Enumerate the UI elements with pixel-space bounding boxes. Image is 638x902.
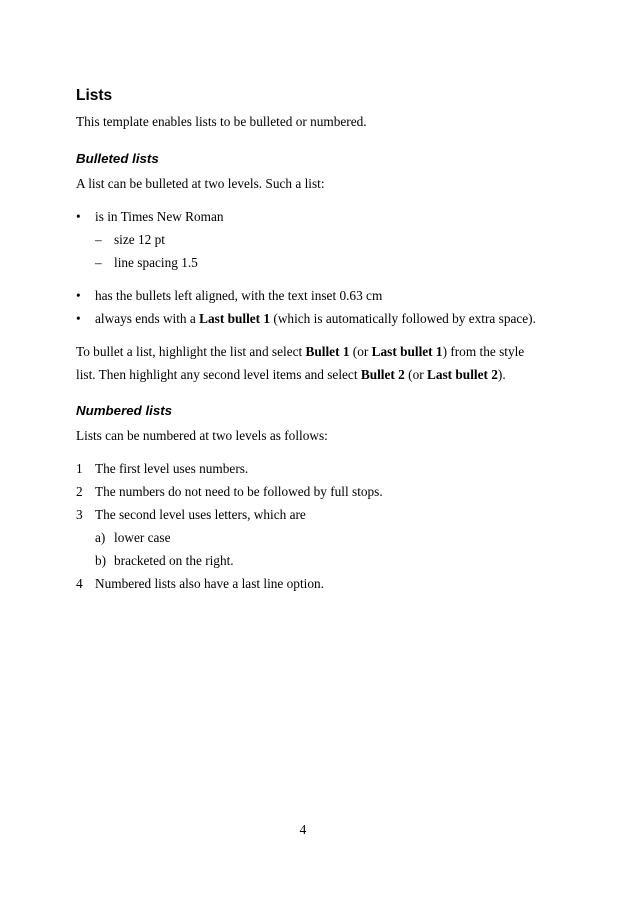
list-number: 4: [76, 576, 83, 591]
sub-bullet-item-text: line spacing 1.5: [114, 255, 198, 270]
instructions-paragraph-line-2: list. Then highlight any second level items and select Bullet 2 (or Last bullet 2).: [76, 367, 506, 382]
instructions-paragraph-line-1: To bullet a list, highlight the list and select Bullet 1 (or Last bullet 1) from the style: [76, 344, 525, 359]
numbered-item-text: The numbers do not need to be followed by full stops.: [95, 484, 383, 499]
bullet-icon: •: [76, 311, 81, 326]
lettered-item-text: lower case: [114, 530, 171, 545]
subheading-bulleted-lists: Bulleted lists: [76, 151, 159, 166]
numbered-item-text: The second level uses letters, which are: [95, 507, 306, 522]
list-letter: b): [95, 553, 107, 568]
bulleted-intro-paragraph: A list can be bulleted at two levels. Such a list:: [76, 176, 325, 191]
page-number: 4: [299, 822, 307, 837]
list-number: 1: [76, 461, 83, 476]
bullet-icon: •: [76, 209, 81, 224]
bullet-item: [76, 209, 81, 225]
bullet-icon: •: [76, 288, 81, 303]
dash-icon: –: [95, 232, 102, 247]
list-letter: a): [95, 530, 106, 545]
list-number: 3: [76, 507, 83, 522]
intro-paragraph: This template enables lists to be bulleted or numbered.: [76, 114, 367, 129]
numbered-item-text: Numbered lists also have a last line option.: [95, 576, 324, 591]
bullet-item-text: is in Times New Roman: [95, 209, 224, 224]
section-heading: Lists: [76, 87, 113, 104]
list-number: 2: [76, 484, 83, 499]
lettered-item-text: bracketed on the right.: [114, 553, 234, 568]
bullet-item-text: has the bullets left aligned, with the text inset 0.63 cm: [95, 288, 383, 303]
numbered-item-text: The first level uses numbers.: [95, 461, 249, 476]
numbered-intro-paragraph: Lists can be numbered at two levels as follows:: [76, 428, 328, 443]
dash-icon: –: [95, 255, 102, 270]
sub-bullet-item-text: size 12 pt: [114, 232, 165, 247]
subheading-numbered-lists: Numbered lists: [76, 403, 173, 418]
bullet-item-text: always ends with a Last bullet 1 (which is automatically followed by extra space).: [95, 311, 536, 326]
